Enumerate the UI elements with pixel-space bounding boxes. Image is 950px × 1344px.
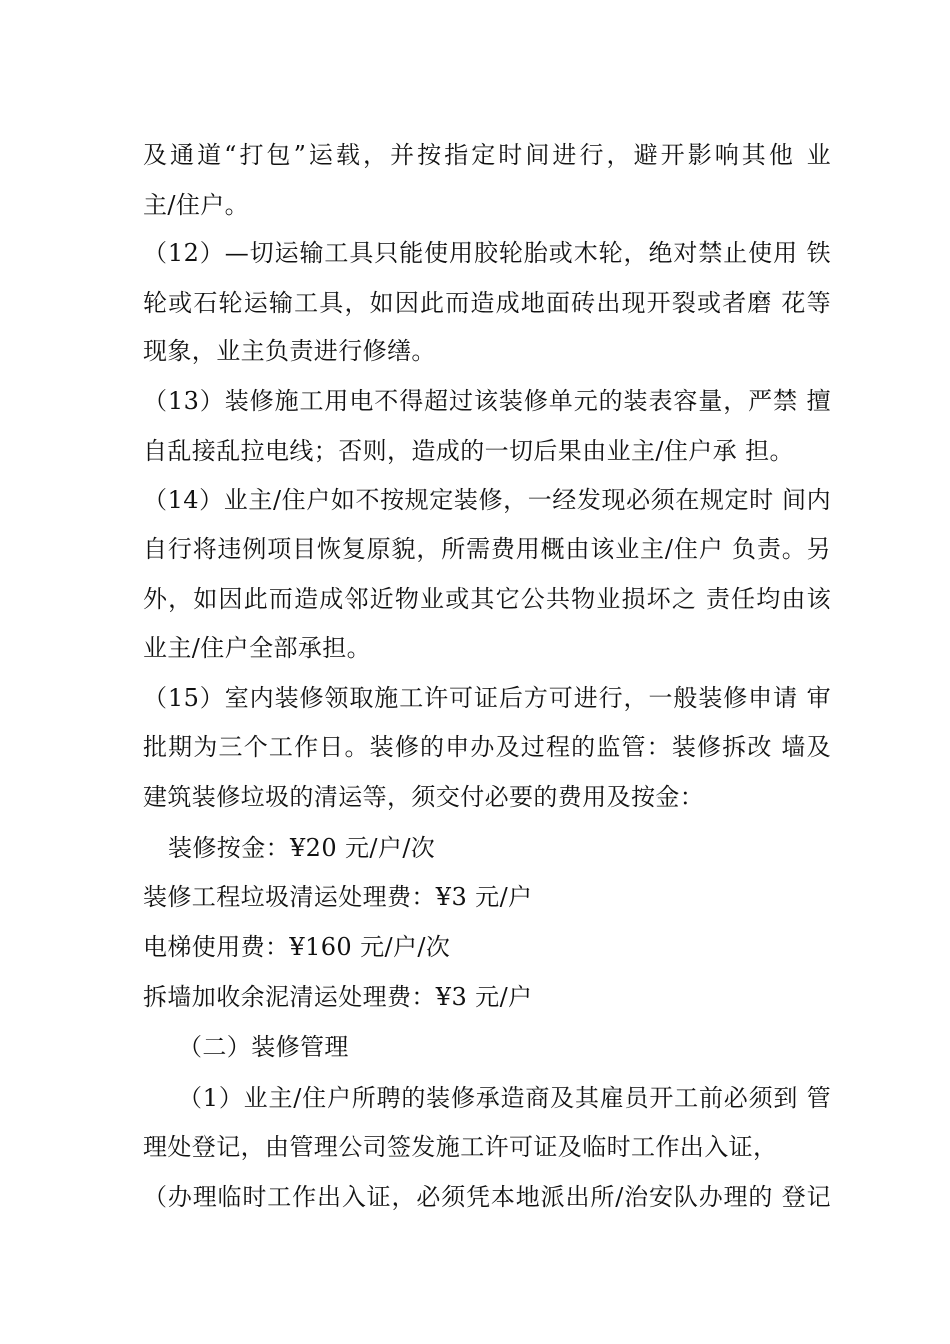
text-line: 业主/住户全部承担。: [143, 634, 372, 662]
text-line: （12）—切运输工具只能使用胶轮胎或木轮，绝对禁止使用 铁: [143, 239, 831, 267]
text-line: 自行将违例项目恢复原貌，所需费用概由该业主/住户 负责。另: [143, 535, 831, 563]
fee-line: 装修按金：¥20 元/户/次: [168, 834, 436, 862]
text-line: 外，如因此而造成邻近物业或其它公共物业损坏之 责任均由该: [143, 585, 831, 613]
section-heading: （二）装修管理: [178, 1033, 349, 1061]
text-line: 理处登记，由管理公司签发施工许可证及临时工作出入证，: [143, 1133, 778, 1161]
fee-line: 装修工程垃圾清运处理费：¥3 元/户: [143, 883, 533, 911]
text-line: 轮或石轮运输工具，如因此而造成地面砖出现开裂或者磨 花等: [143, 289, 831, 317]
text-line: 现象，业主负责进行修缮。: [143, 337, 436, 365]
text-line: 批期为三个工作日。装修的申办及过程的监管：装修拆改 墙及: [143, 733, 831, 761]
text-line: 自乱接乱拉电线；否则，造成的一切后果由业主/住户承 担。: [143, 437, 794, 465]
text-line: 主/住户。: [143, 191, 250, 219]
fee-line: 电梯使用费：¥160 元/户/次: [143, 933, 451, 961]
text-line: （1）业主/住户所聘的装修承造商及其雇员开工前必须到 管: [178, 1084, 831, 1112]
fee-line: 拆墙加收余泥清运处理费：¥3 元/户: [143, 983, 533, 1011]
text-line: （办理临时工作出入证，必须凭本地派出所/治安队办理的 登记: [143, 1183, 831, 1211]
text-line: 建筑装修垃圾的清运等，须交付必要的费用及按金：: [143, 783, 705, 811]
text-line: （14）业主/住户如不按规定装修，一经发现必须在规定时 间内: [143, 486, 831, 514]
text-line: （13）装修施工用电不得超过该装修单元的装表容量，严禁 擅: [143, 387, 831, 415]
text-line: （15）室内装修领取施工许可证后方可进行，一般装修申请 审: [143, 684, 831, 712]
text-line: 及通道“打包”运载，并按指定时间进行，避开影响其他 业: [143, 141, 831, 169]
